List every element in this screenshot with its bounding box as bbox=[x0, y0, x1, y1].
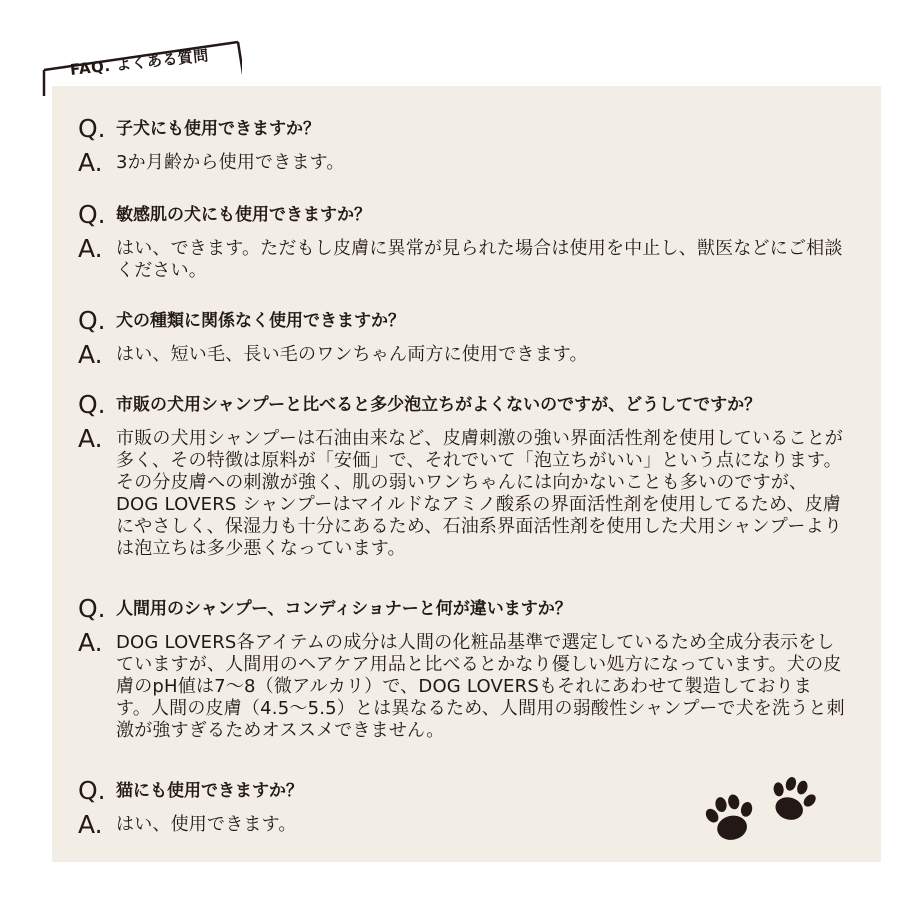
q-mark: Q. bbox=[78, 594, 106, 623]
answer-text: はい、できます。ただもし皮膚に異常が見られた場合は使用を中止し、獣医などにご相談ください。 bbox=[116, 238, 843, 281]
answer-row bbox=[78, 340, 858, 370]
a-mark: A. bbox=[78, 628, 103, 657]
faq-item bbox=[78, 200, 858, 282]
answer-text: はい、使用できます。 bbox=[116, 814, 297, 835]
paw-print-icon bbox=[701, 791, 760, 845]
q-mark: Q. bbox=[78, 390, 106, 419]
paw-print-icon bbox=[763, 772, 822, 827]
q-mark: Q. bbox=[78, 306, 106, 335]
question-text: 人間用のシャンプー、コンディショナーと何が違いますか？ bbox=[116, 599, 572, 619]
paw-prints-decoration bbox=[700, 770, 824, 852]
faq-title: FAQ. よくある質問 bbox=[69, 46, 210, 79]
answer-text: 3か月齢から使用できます。 bbox=[116, 152, 345, 173]
question-row bbox=[78, 200, 858, 230]
q-mark: Q. bbox=[78, 200, 106, 229]
faq-item bbox=[78, 594, 858, 742]
answer-row bbox=[78, 148, 858, 178]
question-row bbox=[78, 594, 858, 624]
faq-item bbox=[78, 306, 858, 370]
faq-item bbox=[78, 390, 858, 560]
a-mark: A. bbox=[78, 810, 103, 839]
answer-row bbox=[78, 234, 858, 282]
question-row bbox=[78, 306, 858, 336]
question-text: 子犬にも使用できますか？ bbox=[116, 119, 320, 139]
q-mark: Q. bbox=[78, 114, 106, 143]
answer-text: 市販の犬用シャンプーは石油由来など、皮膚刺激の強い界面活性剤を使用していることが多く、その特徴は原料が「安価」で、それでいて「泡立ちがいい」という点になります。その分皮膚への刺激が強く、肌の弱いワンちゃんには向かないことも多いのですが、DOG LOVERS シャンプーはマイルドなアミノ酸系の界面活性剤を使用してるため、皮膚にやさしく、保湿力も十分にあるため、石油系界面活性剤を使用した犬用シャンプーよりは泡立ちは多少悪くなっています。 bbox=[116, 428, 844, 559]
faq-item bbox=[78, 114, 858, 178]
answer-text: DOG LOVERS各アイテムの成分は人間の化粧品基準で選定しているため全成分表示をしていますが、人間用のヘアケア用品と比べるとかなり優しい処方になっています。犬の皮膚のpH値は7〜8（微アルカリ）で、DOG LOVERSもそれにあわせて製造しております。人間の皮膚（4.5〜5.5）とは異なるため、人間用の弱酸性シャンプーで犬を洗うと刺激が強すぎるためオススメできません。 bbox=[116, 632, 845, 741]
a-mark: A. bbox=[78, 424, 103, 453]
question-row bbox=[78, 390, 858, 420]
q-mark: Q. bbox=[78, 776, 106, 805]
a-mark: A. bbox=[78, 234, 103, 263]
faq-header-tag bbox=[42, 40, 242, 96]
question-text: 敏感肌の犬にも使用できますか？ bbox=[116, 205, 371, 225]
answer-row bbox=[78, 424, 858, 560]
question-row bbox=[78, 114, 858, 144]
a-mark: A. bbox=[78, 148, 103, 177]
answer-row bbox=[78, 628, 858, 742]
question-text: 市販の犬用シャンプーと比べると多少泡立ちがよくないのですが、どうしてですか？ bbox=[116, 395, 762, 415]
question-text: 犬の種類に関係なく使用できますか？ bbox=[116, 311, 405, 331]
answer-text: はい、短い毛、長い毛のワンちゃん両方に使用できます。 bbox=[116, 344, 588, 365]
question-text: 猫にも使用できますか？ bbox=[116, 781, 303, 801]
a-mark: A. bbox=[78, 340, 103, 369]
